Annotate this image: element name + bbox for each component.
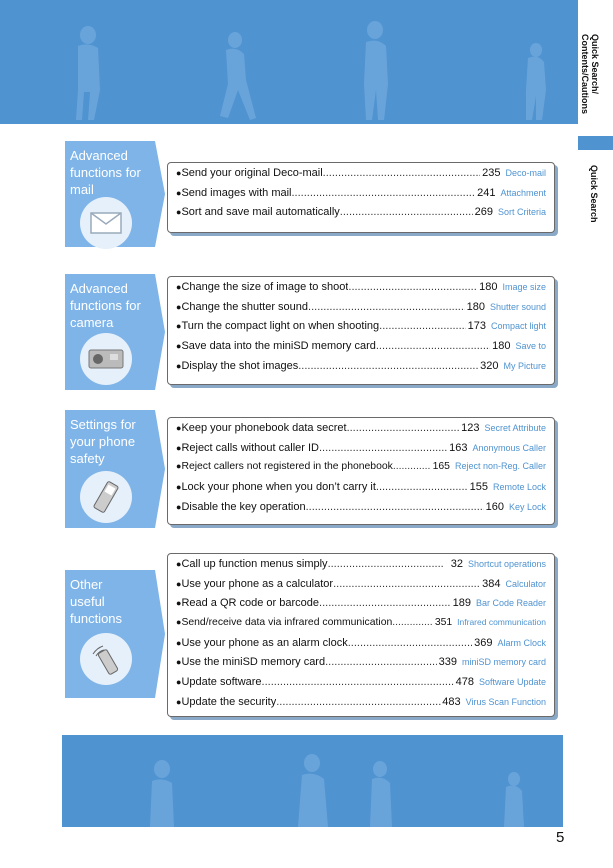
list-item[interactable]: ● Update the security ..... 483 Virus Scan Function	[176, 696, 546, 716]
category-title-line: camera	[70, 315, 114, 330]
list-item[interactable]: ● Reject calls without caller ID ..... 163 Anonymous Caller	[176, 442, 546, 462]
item-page: 339	[438, 656, 457, 669]
item-label: Change the shutter sound	[181, 300, 309, 313]
list-item[interactable]: ● Sort and save mail automatically ..... 269 Sort Criteria	[176, 206, 546, 226]
people-silhouettes-decoration	[0, 0, 578, 124]
side-tab-line2: Contents/Cautions	[580, 34, 590, 114]
item-label: Update software	[181, 676, 262, 689]
category-title-line: Settings for	[70, 417, 136, 432]
category-title-line: functions	[70, 611, 123, 626]
item-ref-link[interactable]: Compact light	[490, 321, 546, 332]
item-page: 163	[449, 441, 468, 454]
list-item[interactable]: ● Change the shutter sound ..... 180 Shutter sound	[176, 301, 546, 321]
category-title-line: Advanced	[70, 281, 128, 296]
item-page: 155	[469, 481, 488, 494]
item-label: Turn the compact light on when shooting	[181, 320, 380, 333]
camera-icon	[80, 333, 132, 385]
list-item[interactable]: ● Lock your phone when you don’t carry it ..... 155 Remote Lock	[176, 481, 546, 501]
category-title-line: functions for	[70, 298, 141, 313]
side-tab-active-bar	[578, 136, 613, 150]
item-page: 478	[455, 676, 474, 689]
section-mail	[65, 141, 560, 241]
item-ref-link[interactable]: Bar Code Reader	[475, 598, 546, 609]
page-number: 5	[556, 829, 565, 846]
item-label: Read a QR code or barcode	[181, 597, 320, 610]
category-title-line: Other	[70, 577, 103, 592]
item-label: Call up function menus simply	[181, 558, 328, 570]
item-page: 160	[485, 500, 504, 513]
side-tab-quick-search[interactable]: Quick Search	[589, 165, 599, 223]
item-ref-link[interactable]: Calculator	[505, 578, 546, 589]
item-ref-link[interactable]: Shortcut operations	[467, 559, 546, 569]
item-label: Keep your phonebook data secret	[181, 422, 347, 434]
item-page: 123	[461, 422, 480, 434]
item-page: 241	[477, 186, 496, 199]
list-item[interactable]: ● Display the shot images ..... 320 My Picture	[176, 360, 546, 380]
item-label: Send your original Deco-mail	[181, 167, 323, 179]
item-page: 180	[492, 340, 511, 353]
list-item[interactable]: ● Read a QR code or barcode ..... 189 Bar Code Reader	[176, 597, 546, 617]
top-banner	[0, 0, 578, 124]
item-ref-link[interactable]: Attachment	[500, 187, 546, 198]
item-label: Disable the key operation	[181, 500, 306, 513]
item-ref-link[interactable]: Anonymous Caller	[472, 442, 546, 453]
item-ref-link[interactable]: Software Update	[478, 677, 546, 688]
item-ref-link[interactable]: Save to	[515, 341, 546, 352]
list-item[interactable]: ● Save data into the miniSD memory card ..... 180 Save to	[176, 340, 546, 360]
item-ref-link[interactable]: Reject non-Reg. Caller	[454, 461, 546, 472]
phone-signal-icon	[80, 633, 132, 685]
item-label: Update the security	[181, 695, 277, 708]
list-item[interactable]: ● Keep your phonebook data secret ..... 123 Secret Attribute	[176, 422, 546, 442]
list-item[interactable]: ● Turn the compact light on when shooting ..... 173 Compact light	[176, 320, 546, 340]
item-label: Send/receive data via infrared communication	[181, 617, 393, 629]
item-label: Use the miniSD memory card	[181, 656, 326, 669]
list-item[interactable]: ● Send images with mail ..... 241 Attachment	[176, 187, 546, 207]
item-ref-link[interactable]: miniSD memory card	[461, 657, 546, 668]
list-item[interactable]: ● Call up function menus simply ..... 32 Shortcut operations	[176, 558, 546, 578]
item-page: 269	[474, 206, 493, 219]
people-silhouettes-decoration	[62, 735, 563, 827]
item-page: 180	[479, 281, 498, 293]
items-box-camera	[167, 276, 555, 385]
item-page: 180	[466, 300, 485, 313]
item-ref-link[interactable]: Image size	[502, 282, 546, 292]
section-other	[65, 558, 560, 708]
category-title-line: your phone	[70, 434, 136, 449]
item-page: 189	[452, 597, 471, 610]
list-item[interactable]: ● Change the size of image to shoot ..... 180 Image size	[176, 281, 546, 301]
category-arrow	[155, 141, 165, 247]
side-tab-line1: Quick Search/	[590, 34, 600, 95]
item-label: Reject callers not registered in the phonebook	[181, 461, 393, 473]
item-page: 32	[450, 558, 463, 570]
item-label: Lock your phone when you don’t carry it	[181, 481, 376, 494]
category-arrow	[155, 570, 165, 698]
list-item[interactable]: ● Use the miniSD memory card ..... 339 miniSD memory card	[176, 656, 546, 676]
item-label: Send images with mail	[181, 186, 292, 199]
category-title-line: safety	[70, 451, 105, 466]
item-ref-link[interactable]: Deco-mail	[505, 168, 546, 178]
category-title-line: functions for	[70, 165, 141, 180]
item-ref-link[interactable]: Shutter sound	[489, 301, 546, 312]
item-page: 483	[442, 695, 461, 708]
item-label: Use your phone as a calculator	[181, 577, 334, 590]
item-page: 235	[482, 167, 501, 179]
item-page: 320	[480, 359, 499, 372]
side-tab-contents[interactable]	[580, 34, 600, 114]
phone-icon	[80, 471, 132, 523]
item-page: 165	[432, 461, 450, 473]
category-title-line: mail	[70, 182, 94, 197]
list-item[interactable]: ● Send your original Deco-mail ..... 235 Deco-mail	[176, 167, 546, 187]
section-safety	[65, 410, 560, 530]
list-item[interactable]: ● Use your phone as a calculator ..... 384 Calculator	[176, 578, 546, 598]
item-ref-link[interactable]: Sort Criteria	[497, 207, 546, 218]
envelope-icon	[80, 197, 132, 249]
item-page: 351	[434, 617, 453, 629]
items-box-mail	[167, 162, 555, 233]
category-title-line: useful	[70, 594, 105, 609]
list-item[interactable]: ● Use your phone as an alarm clock ..... 369 Alarm Clock	[176, 637, 546, 657]
item-label: Display the shot images	[181, 359, 299, 372]
item-label: Use your phone as an alarm clock	[181, 636, 348, 649]
list-item[interactable]: ● Disable the key operation ..... 160 Key Lock	[176, 501, 546, 521]
list-item[interactable]: ● Update software ..... 478 Software Update	[176, 676, 546, 696]
list-item[interactable]: ● Reject callers not registered in the phonebook ..... 165 Reject non-Reg. Caller	[176, 461, 546, 481]
bottom-banner	[62, 735, 563, 827]
item-ref-link[interactable]: My Picture	[503, 360, 546, 371]
section-camera	[65, 274, 560, 392]
item-ref-link[interactable]: Infrared communication	[457, 617, 546, 628]
item-ref-link[interactable]: Secret Attribute	[484, 423, 546, 433]
list-item[interactable]: ● Send/receive data via infrared communication ..... 351 Infrared communication	[176, 617, 546, 637]
item-ref-link[interactable]: Virus Scan Function	[465, 696, 546, 707]
item-label: Save data into the miniSD memory card	[181, 340, 376, 353]
category-arrow	[155, 274, 165, 390]
item-ref-link[interactable]: Key Lock	[508, 501, 546, 512]
category-title-line: Advanced	[70, 148, 128, 163]
items-box-other	[167, 553, 555, 717]
item-label: Sort and save mail automatically	[181, 206, 340, 219]
item-page: 369	[474, 636, 493, 649]
item-ref-link[interactable]: Remote Lock	[492, 482, 546, 493]
item-label: Reject calls without caller ID	[181, 441, 319, 454]
items-box-safety	[167, 417, 555, 525]
item-page: 173	[467, 320, 486, 333]
item-page: 384	[482, 577, 501, 590]
item-label: Change the size of image to shoot	[181, 281, 349, 293]
category-arrow	[155, 410, 165, 528]
item-ref-link[interactable]: Alarm Clock	[497, 637, 546, 648]
